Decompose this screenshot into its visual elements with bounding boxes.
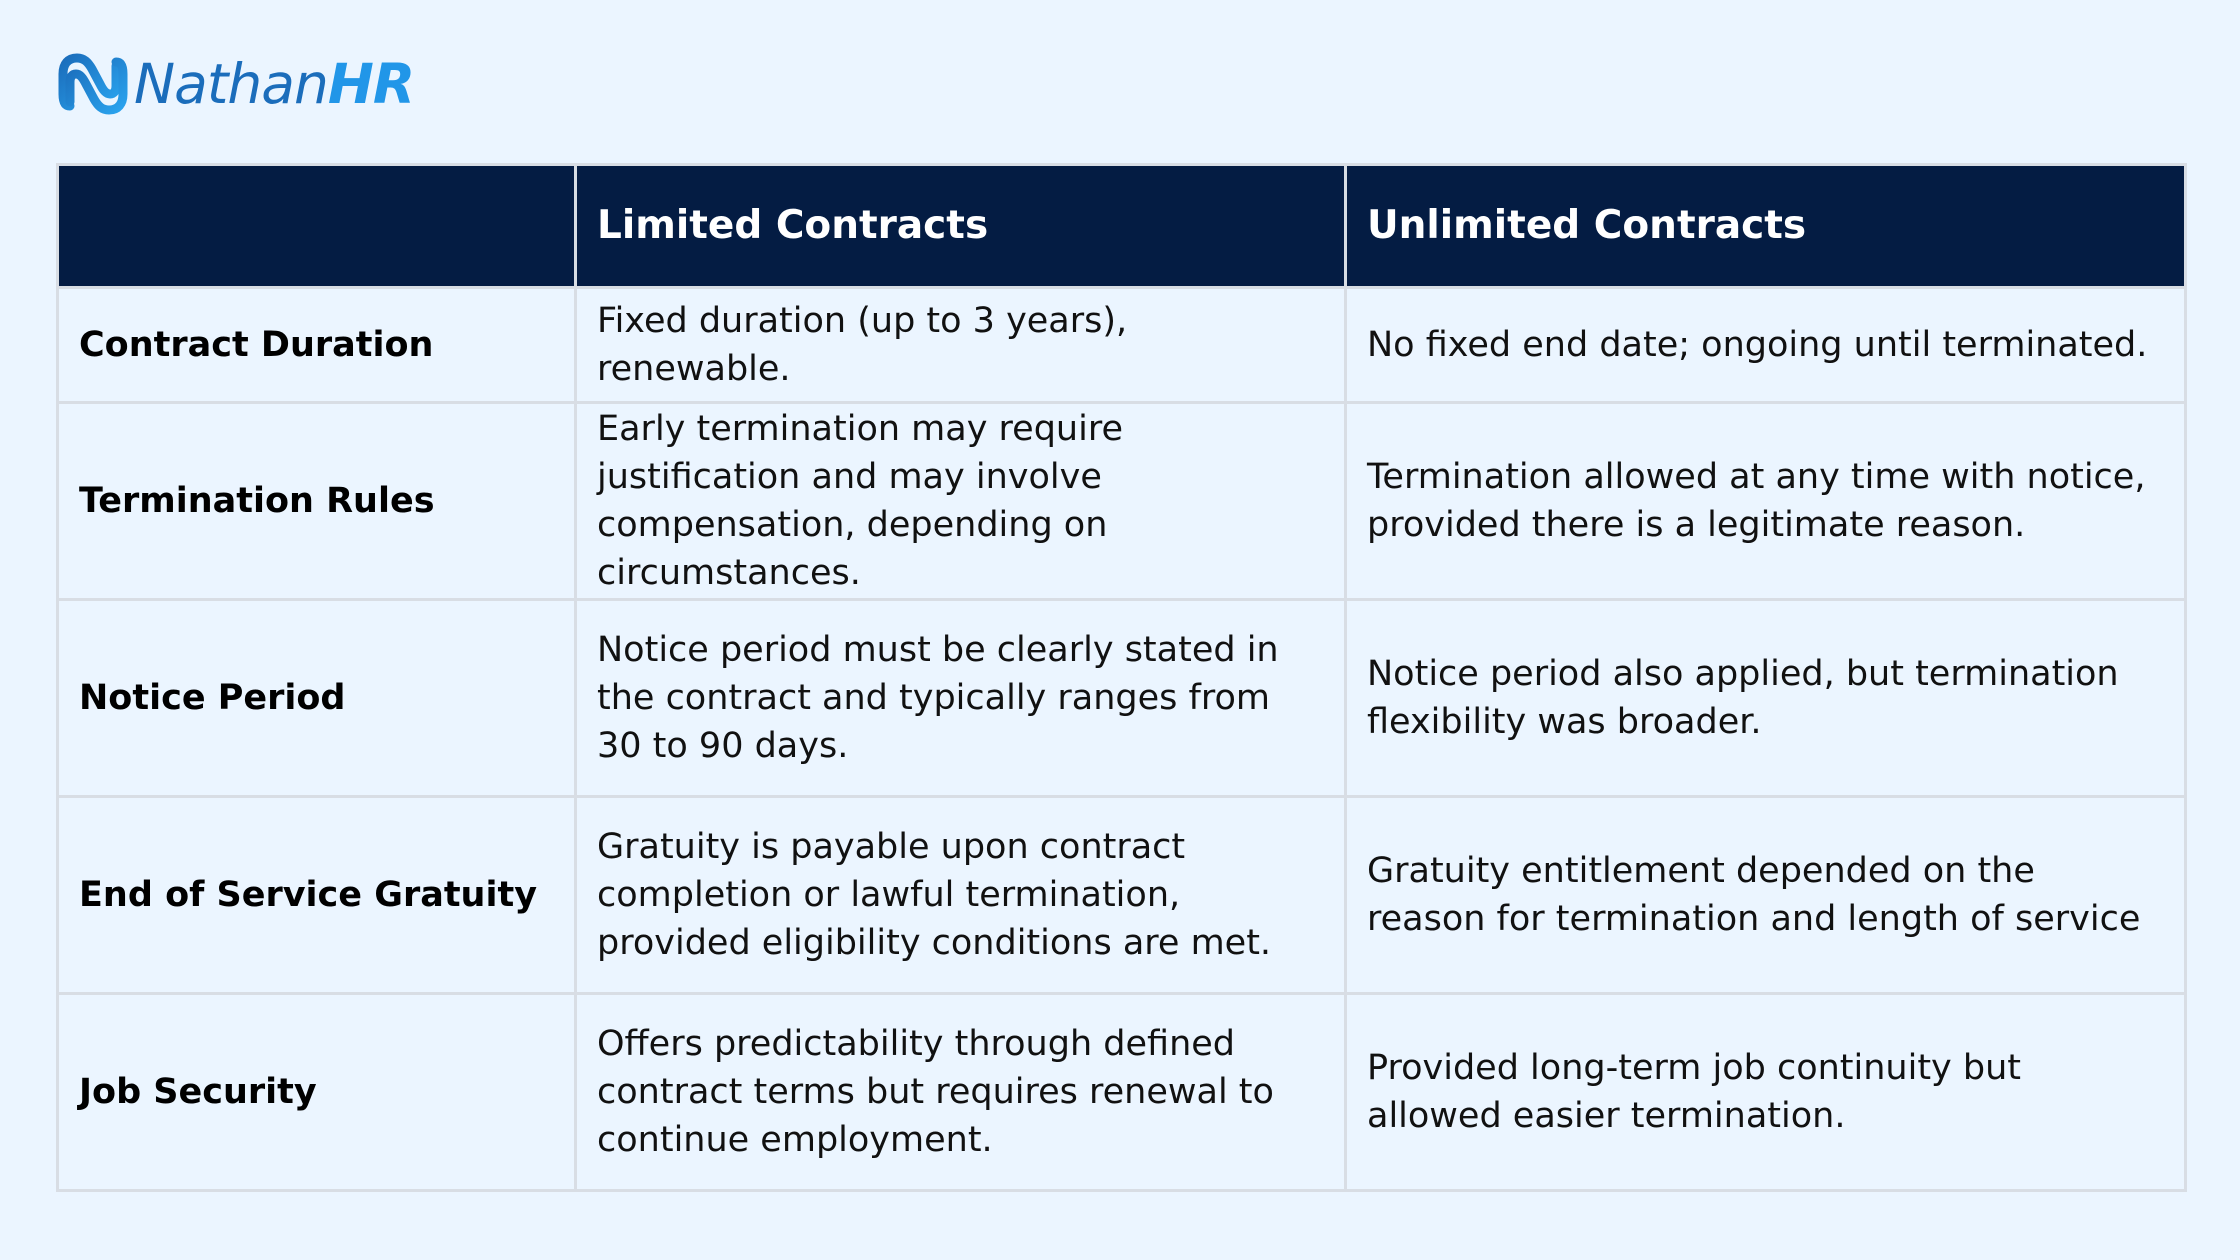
brand-name: Nathan: [134, 51, 328, 116]
unlimited-cell: Gratuity entitlement depended on the reason for termination and length of service: [1346, 797, 2186, 994]
table-header: [58, 165, 2186, 288]
limited-cell: Fixed duration (up to 3 years), renewable.: [576, 288, 1346, 403]
header-row: [58, 165, 2186, 288]
header-unlimited-contracts: Unlimited Contracts: [1346, 165, 2186, 288]
table-row: [58, 797, 2186, 994]
brand-suffix: HR: [327, 51, 415, 116]
limited-cell: Gratuity is payable upon contract completion or lawful termination, provided eligibility conditions are met.: [576, 797, 1346, 994]
table-row: [58, 288, 2186, 403]
unlimited-cell: No fixed end date; ongoing until terminated.: [1346, 288, 2186, 403]
limited-cell: Notice period must be clearly stated in the contract and typically ranges from 30 to 90 days.: [576, 600, 1346, 797]
unlimited-cell: Termination allowed at any time with notice, provided there is a legitimate reason.: [1346, 403, 2186, 600]
row-label: Notice Period: [58, 600, 576, 797]
unlimited-cell: Notice period also applied, but termination flexibility was broader.: [1346, 600, 2186, 797]
row-label: Contract Duration: [58, 288, 576, 403]
brand-wordmark: [134, 51, 415, 116]
table-row: [58, 994, 2186, 1191]
row-label: Job Security: [58, 994, 576, 1191]
brand-logo: [58, 48, 414, 120]
unlimited-cell: Provided long-term job continuity but allowed easier termination.: [1346, 994, 2186, 1191]
table-row: [58, 600, 2186, 797]
header-corner-cell: [58, 165, 576, 288]
limited-cell: Early termination may require justification and may involve compensation, depending on circumstances.: [576, 403, 1346, 600]
nathan-hr-n-mark-icon: [58, 50, 128, 118]
row-label: End of Service Gratuity: [58, 797, 576, 994]
row-label: Termination Rules: [58, 403, 576, 600]
table-row: [58, 403, 2186, 600]
table-body: [58, 288, 2186, 1191]
limited-cell: Offers predictability through defined contract terms but requires renewal to continue employment.: [576, 994, 1346, 1191]
contract-comparison-table: [56, 163, 2187, 1192]
header-limited-contracts: Limited Contracts: [576, 165, 1346, 288]
